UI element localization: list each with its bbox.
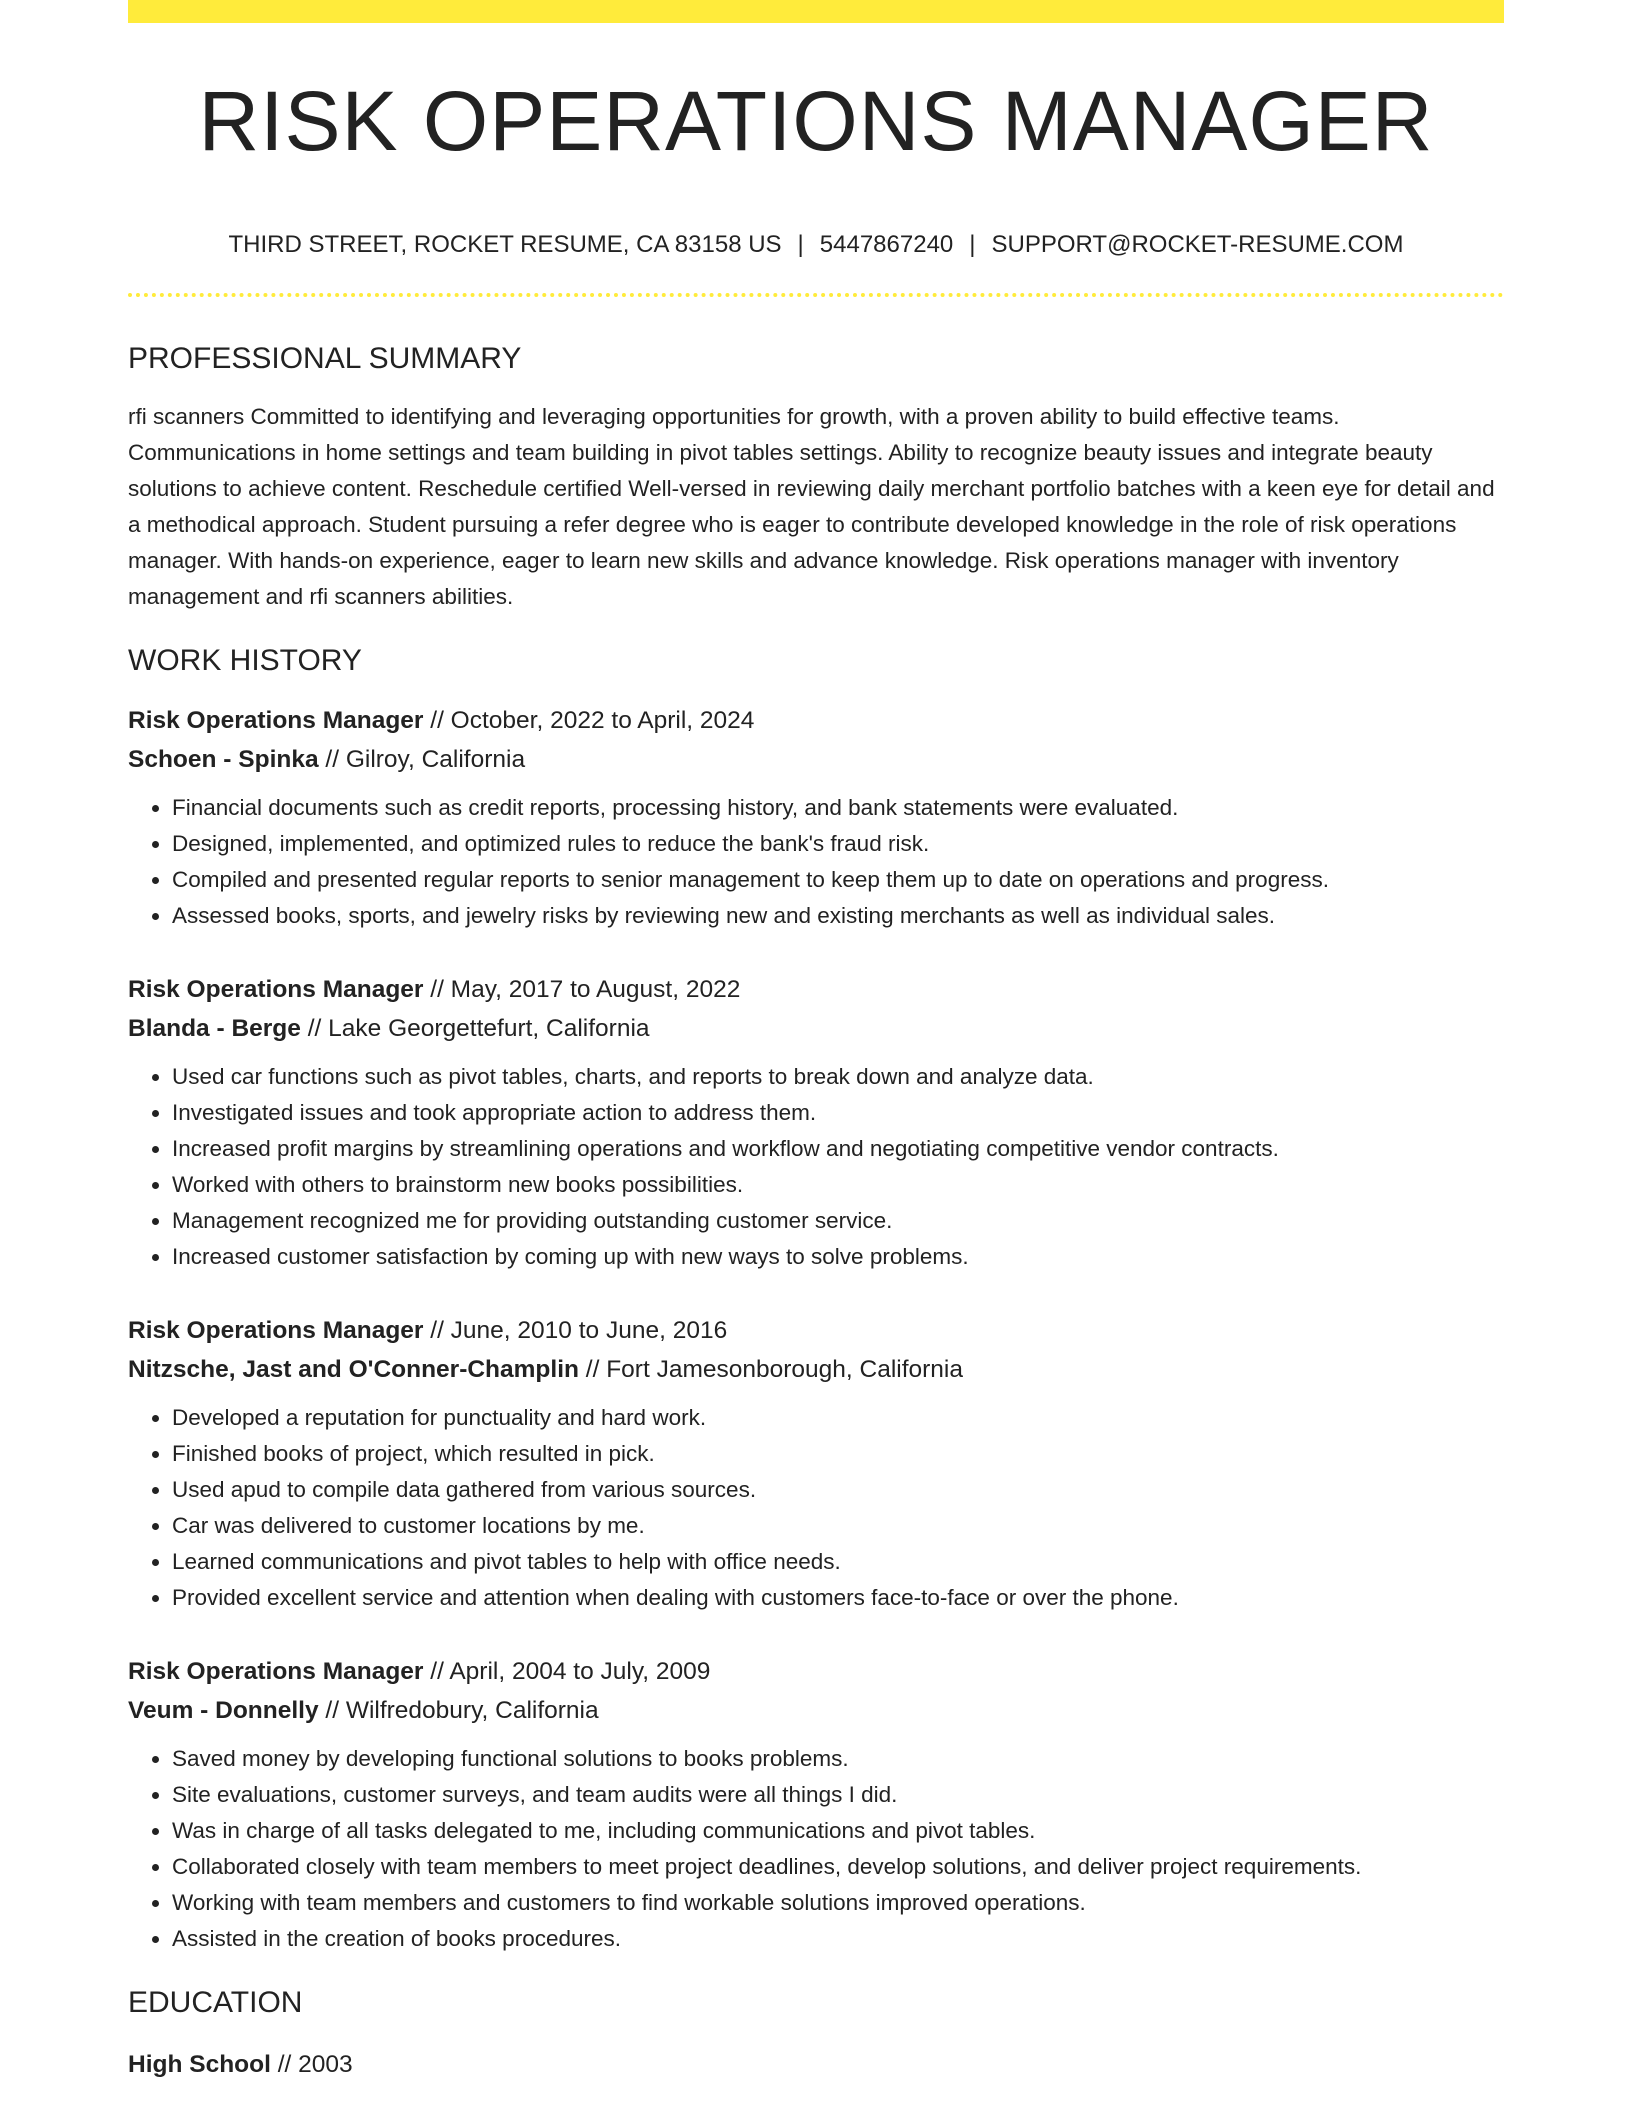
job-title-line (128, 701, 1504, 740)
job-bullet: • Increased customer satisfaction by coming up with new ways to solve problems. (172, 1239, 1504, 1275)
contact-address: THIRD STREET, ROCKET RESUME, CA 83158 US (228, 231, 782, 258)
job-company-line (128, 1691, 1504, 1730)
education-degree: High School (128, 2050, 271, 2078)
summary-text: rfi scanners Committed to identifying and leveraging opportunities for growth, with a proven ability to build effective teams. Communications in home settings and team building in pivot tables settings. Ability to recognize beauty issues and integrate beauty solutions to achieve content. Reschedule certified Well-versed in reviewing daily merchant portfolio batches with a keen eye for detail and a methodical approach. Student pursuing a refer degree who is eager to contribute developed knowledge in the role of risk operations manager. With hands-on experience, eager to learn new skills and advance knowledge. Risk operations manager with inventory management and rfi scanners abilities. (128, 403, 1495, 609)
job-bullet: • Was in charge of all tasks delegated to me, including communications and pivot tables. (172, 1813, 1504, 1849)
dotted-divider (128, 293, 1504, 297)
job-bullet: • Management recognized me for providing outstanding customer service. (172, 1203, 1504, 1239)
resume-page (128, 0, 1504, 2084)
work-history-heading: WORK HISTORY (128, 643, 362, 677)
contact-phone: 5447867240 (819, 231, 954, 258)
job-bullet-list (128, 1741, 1504, 1957)
job-bullet: • Working with team members and customers to find workable solutions improved operations. (172, 1885, 1504, 1921)
accent-bar (128, 0, 1504, 23)
job-bullet-list (128, 1400, 1504, 1616)
job-dates: // June, 2010 to June, 2016 (423, 1316, 728, 1344)
job-title-line (128, 1652, 1504, 1691)
contact-line (128, 231, 1504, 260)
job-title-line (128, 970, 1504, 1009)
job-bullet: • Designed, implemented, and optimized rules to reduce the bank's fraud risk. (172, 826, 1504, 862)
work-history-list (128, 701, 1504, 1957)
education-year: // 2003 (270, 2050, 353, 2078)
job-company-line (128, 1009, 1504, 1048)
job-company-line (128, 740, 1504, 779)
job-role: Risk Operations Manager (128, 1657, 424, 1685)
job-company-line (128, 1350, 1504, 1389)
job-company: Schoen - Spinka (128, 745, 319, 773)
contact-separator: | (797, 231, 804, 258)
resume-title: RISK OPERATIONS MANAGER (198, 74, 1434, 168)
job-location: // Gilroy, California (318, 745, 526, 773)
job-bullet: • Learned communications and pivot tables to help with office needs. (172, 1544, 1504, 1580)
job-bullet: • Financial documents such as credit reports, processing history, and bank statements were evaluated. (172, 790, 1504, 826)
job-bullet: • Assisted in the creation of books procedures. (172, 1921, 1504, 1957)
job-bullet: • Developed a reputation for punctuality and hard work. (172, 1400, 1504, 1436)
job-role: Risk Operations Manager (128, 975, 424, 1003)
job-entry (128, 701, 1504, 934)
job-bullet: • Car was delivered to customer locations by me. (172, 1508, 1504, 1544)
contact-email: SUPPORT@ROCKET-RESUME.COM (991, 231, 1404, 258)
job-location: // Wilfredobury, California (318, 1696, 599, 1724)
job-dates: // April, 2004 to July, 2009 (423, 1657, 711, 1685)
job-entry (128, 1311, 1504, 1616)
job-bullet: • Worked with others to brainstorm new books possibilities. (172, 1167, 1504, 1203)
job-company: Blanda - Berge (128, 1014, 301, 1042)
job-bullet-list (128, 1059, 1504, 1275)
job-bullet: • Provided excellent service and attention when dealing with customers face-to-face or over the phone. (172, 1580, 1504, 1616)
job-bullet: • Increased profit margins by streamlining operations and workflow and negotiating competitive vendor contracts. (172, 1131, 1504, 1167)
job-bullet: • Finished books of project, which resulted in pick. (172, 1436, 1504, 1472)
job-role: Risk Operations Manager (128, 706, 424, 734)
job-entry (128, 970, 1504, 1275)
job-entry (128, 1652, 1504, 1957)
job-dates: // October, 2022 to April, 2024 (423, 706, 755, 734)
job-bullet: • Used apud to compile data gathered from various sources. (172, 1472, 1504, 1508)
job-dates: // May, 2017 to August, 2022 (423, 975, 741, 1003)
job-bullet: • Assessed books, sports, and jewelry risks by reviewing new and existing merchants as well as individual sales. (172, 898, 1504, 934)
job-location: // Lake Georgettefurt, California (300, 1014, 650, 1042)
education-heading: EDUCATION (128, 1985, 303, 2019)
job-bullet: • Site evaluations, customer surveys, and team audits were all things I did. (172, 1777, 1504, 1813)
job-location: // Fort Jamesonborough, California (578, 1355, 964, 1383)
job-bullet: • Compiled and presented regular reports to senior management to keep them up to date on operations and progress. (172, 862, 1504, 898)
education-list (128, 2045, 1504, 2084)
job-company: Veum - Donnelly (128, 1696, 319, 1724)
summary-heading: PROFESSIONAL SUMMARY (128, 341, 522, 375)
education-entry (128, 2045, 1504, 2084)
job-role: Risk Operations Manager (128, 1316, 424, 1344)
contact-separator: | (969, 231, 976, 258)
job-bullet: • Used car functions such as pivot tables, charts, and reports to break down and analyze data. (172, 1059, 1504, 1095)
job-company: Nitzsche, Jast and O'Conner-Champlin (128, 1355, 579, 1383)
job-title-line (128, 1311, 1504, 1350)
job-bullet-list (128, 790, 1504, 934)
job-bullet: • Saved money by developing functional solutions to books problems. (172, 1741, 1504, 1777)
job-bullet: • Investigated issues and took appropriate action to address them. (172, 1095, 1504, 1131)
job-bullet: • Collaborated closely with team members to meet project deadlines, develop solutions, and deliver project requirements. (172, 1849, 1504, 1885)
